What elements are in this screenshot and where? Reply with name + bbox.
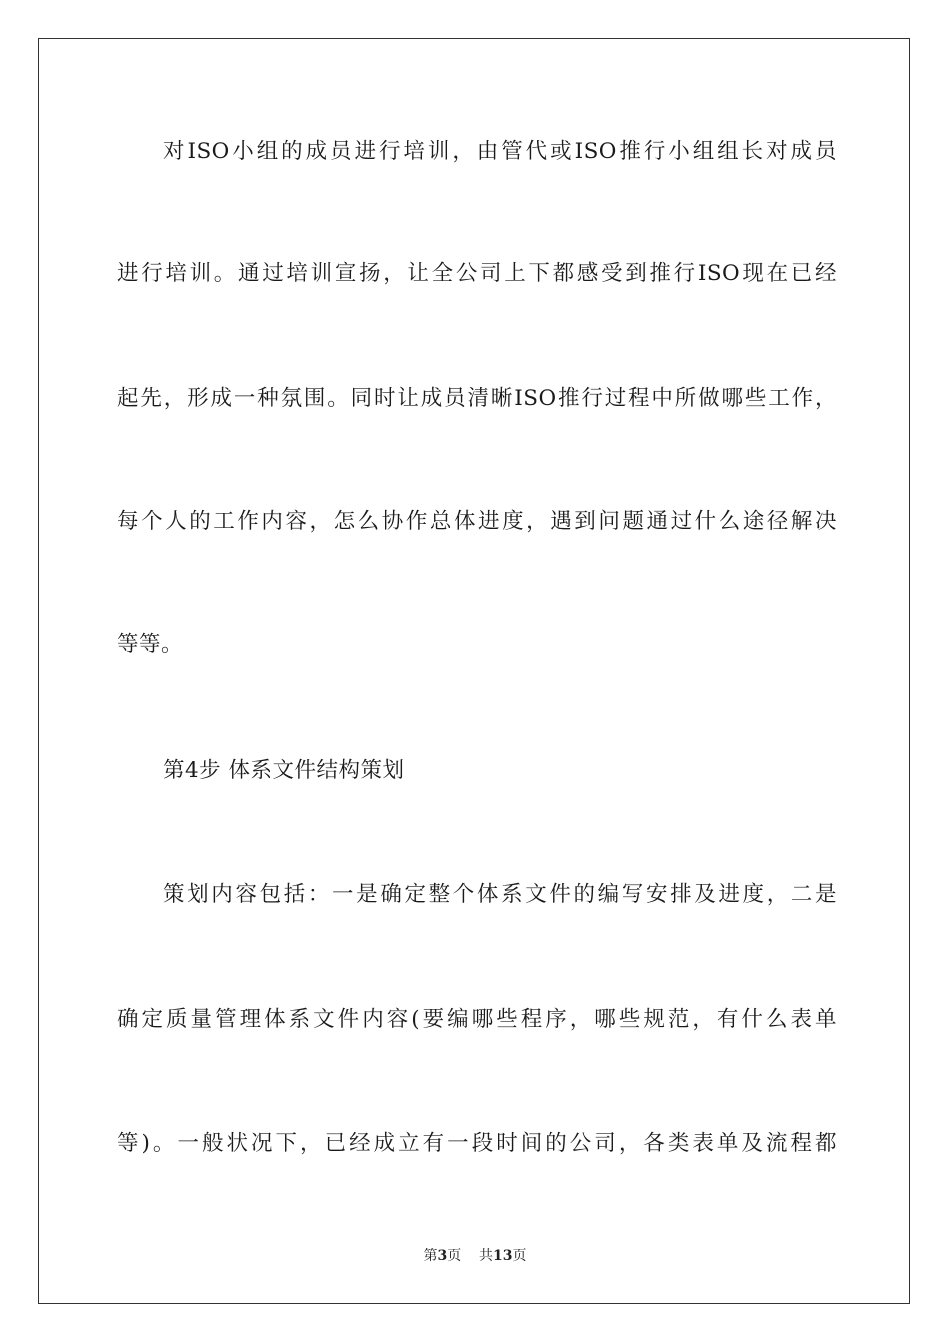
footer-total-pages: 13: [493, 1248, 513, 1264]
footer-total-suffix: 页: [512, 1248, 527, 1264]
page-border: [38, 38, 910, 1304]
paragraph-line-3: 起先，形成一种氛围。同时让成员清晰ISO推行过程中所做哪些工作，: [117, 386, 837, 411]
footer-total-prefix: 共: [479, 1248, 494, 1264]
paragraph-line-4: 每个人的工作内容，怎么协作总体进度，遇到问题通过什么途径解决: [117, 509, 837, 534]
section-heading: 第4步 体系文件结构策划: [163, 758, 405, 783]
footer-page-suffix: 页: [447, 1248, 462, 1264]
paragraph-line-6: 策划内容包括：一是确定整个体系文件的编写安排及进度，二是: [163, 882, 837, 907]
paragraph-line-5: 等等。: [117, 632, 184, 657]
paragraph-line-8: 等)。一般状况下，已经成立有一段时间的公司，各类表单及流程都: [117, 1131, 837, 1156]
footer-page-number: 3: [437, 1248, 448, 1264]
page-footer: [0, 1246, 950, 1266]
paragraph-line-1: 对ISO小组的成员进行培训，由管代或ISO推行小组组长对成员: [163, 139, 837, 164]
paragraph-line-2: 进行培训。通过培训宣扬，让全公司上下都感受到推行ISO现在已经: [117, 261, 837, 286]
footer-page-prefix: 第: [423, 1248, 438, 1264]
paragraph-line-7: 确定质量管理体系文件内容(要编哪些程序，哪些规范，有什么表单: [117, 1007, 837, 1032]
